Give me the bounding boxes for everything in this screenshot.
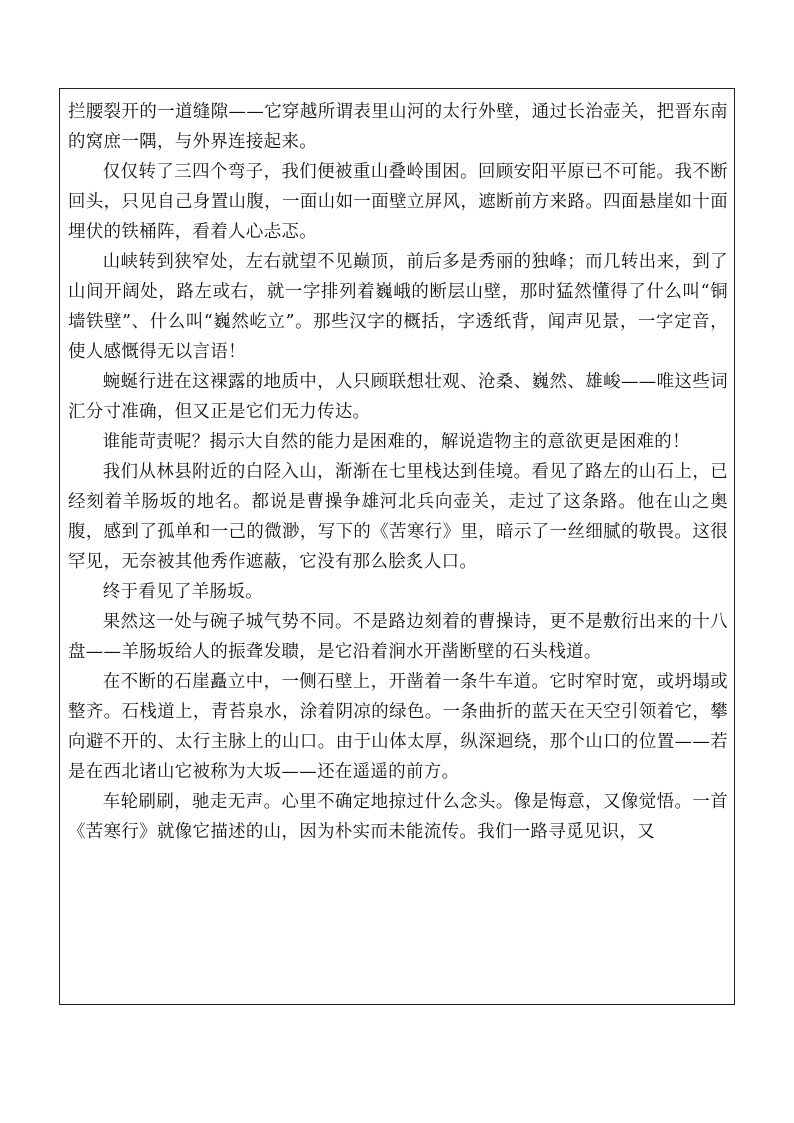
paragraph-4: 蜿蜒行进在这裸露的地质中，人只顾联想壮观、沧桑、巍然、雄峻——唯这些词汇分寸准确，但又正是它们无力传达。 <box>68 372 728 422</box>
paragraph-3: 山峡转到狭窄处，左右就望不见巅顶，前后多是秀丽的独峰；而几转出来，到了山间开阔处，路左或右，就一字排列着巍峨的断层山壁，那时猛然懂得了什么叫“铜墙铁壁”、什么叫“巍然屹立”。那些汉字的概括，字透纸背，闻声见景，一字定音，使人感慨得无以言语！ <box>68 252 728 362</box>
paragraph-1: 拦腰裂开的一道缝隙——它穿越所谓表里山河的太行外壁，通过长治壶关，把晋东南的窝庶一隅，与外界连接起来。 <box>68 102 728 152</box>
paragraph-7: 终于看见了羊肠坂。 <box>102 582 263 602</box>
text-frame <box>59 88 735 1005</box>
paragraph-2: 仅仅转了三四个弯子，我们便被重山叠岭围困。回顾安阳平原已不可能。我不断回头，只见自己身置山腹，一面山如一面壁立屏风，遮断前方来路。四面悬崖如十面埋伏的铁桶阵，看着人心忐忑。 <box>68 162 728 242</box>
paragraph-10: 车轮刷刷，驰走无声。心里不确定地掠过什么念头。像是悔意，又像觉悟。一首《苦寒行》就像它描述的山，因为朴实而未能流传。我们一路寻觅见识，又 <box>68 792 728 842</box>
paragraph-9: 在不断的石崖矗立中，一侧石壁上，开凿着一条牛车道。它时窄时宽，或坍塌或整齐。石栈道上，青苔泉水，涂着阴凉的绿色。一条曲折的蓝天在天空引领着它，攀向避不开的、太行主脉上的山口。由于山体太厚，纵深迴绕，那个山口的位置——若是在西北诸山它被称为大坂——还在遥遥的前方。 <box>68 672 728 782</box>
paragraph-5: 谁能苛责呢？揭示大自然的能力是困难的，解说造物主的意欲更是困难的！ <box>102 432 690 452</box>
article-body <box>68 97 728 847</box>
paragraph-8: 果然这一处与碗子城气势不同。不是路边刻着的曹操诗，更不是敷衍出来的十八盘——羊肠坂给人的振聋发聩，是它沿着涧水开凿断壁的石头栈道。 <box>68 612 728 662</box>
paragraph-6: 我们从林县附近的白陉入山，渐渐在七里栈达到佳境。看见了路左的山石上，已经刻着羊肠坂的地名。都说是曹操争雄河北兵向壶关，走过了这条路。他在山之奥腹，感到了孤单和一己的微渺，写下的《苦寒行》里，暗示了一丝细腻的敬畏。这很罕见，无奈被其他秀作遮蔽，它没有那么脍炙人口。 <box>68 462 728 572</box>
